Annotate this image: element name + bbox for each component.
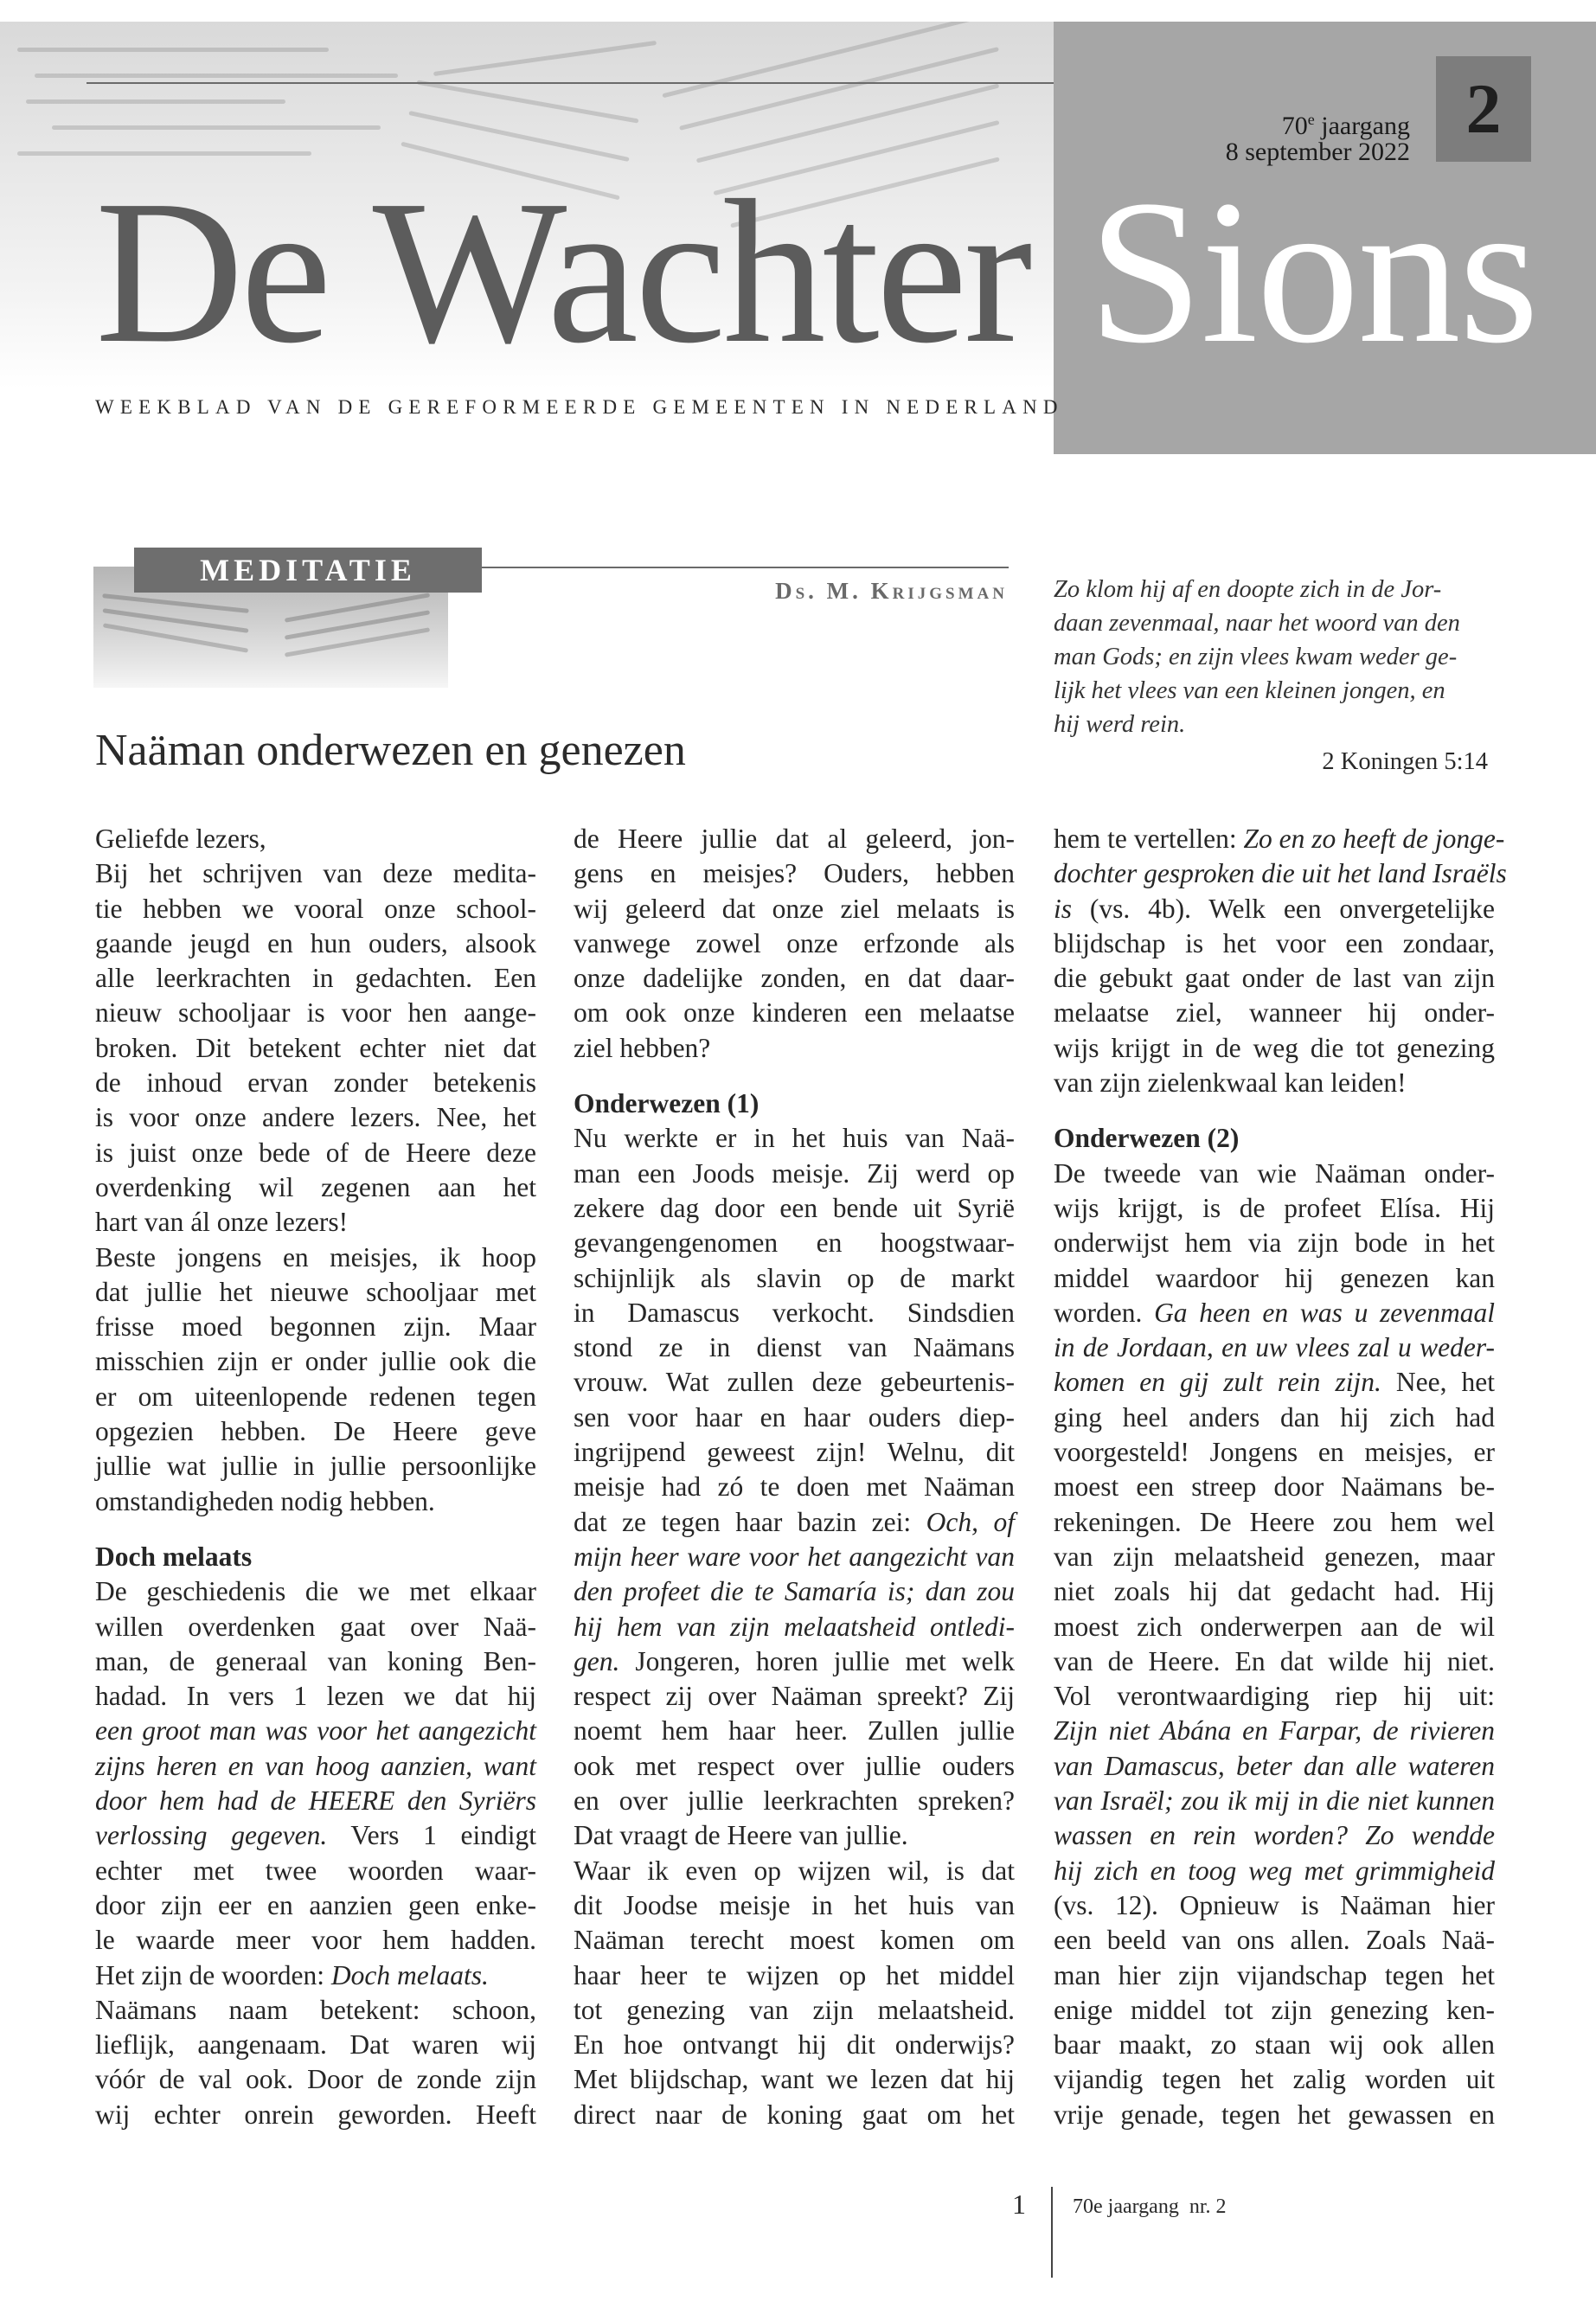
body-line: melaatse ziel, wanneer hij onder- [1054, 997, 1495, 1029]
body-line: schijnlijk als slavin op de markt [574, 1262, 1015, 1293]
quote-line: lijk het vlees van een kleinen jongen, en [1054, 677, 1445, 704]
article-column-2 [574, 822, 1015, 2132]
body-line: broken. Dit betekent echter niet dat [95, 1032, 536, 1063]
body-line: vrouw. Wat zullen deze gebeurtenis- [574, 1367, 1015, 1398]
body-line: De tweede van wie Naäman onder- [1054, 1157, 1495, 1189]
masthead-subtitle: WEEKBLAD VAN DE GEREFORMEERDE GEMEENTEN IN NEDERLAND [95, 396, 1064, 418]
body-line: blijdschap is het voor een zondaar, [1054, 927, 1495, 958]
body-line-mixed [574, 1644, 1015, 1679]
body-line-roman-part: Vers 1 eindigt [327, 1820, 537, 1851]
body-line: ziel hebben? [574, 1032, 711, 1063]
body-line: lieflijk, aangenaam. Dat waren wij [95, 2029, 536, 2061]
body-line-roman-part: (vs. 4b). Welk een onvergetelijke [1072, 893, 1495, 924]
body-line: vóór de val ook. Door de zonde zijn [95, 2064, 536, 2095]
body-line: Waar ik even op wijzen wil, is dat [574, 1855, 1015, 1886]
body-line: vijandig tegen het zalig worden uit [1054, 2064, 1495, 2095]
body-line: onderwijst hem via zijn bode in het [1054, 1227, 1495, 1259]
body-line: door hem had de HEERE den Syriërs [95, 1785, 536, 1817]
body-line: sen voor haar en haar ouders diep- [574, 1401, 1015, 1433]
body-line: Bij het schrijven van deze medita- [95, 858, 536, 889]
body-line-italic-part: gen. [574, 1645, 620, 1676]
body-line: baar maakt, zo staan wij ook allen [1054, 2029, 1495, 2061]
body-line-italic-part: Och, of [926, 1506, 1015, 1537]
volume-suffix: e [1307, 111, 1315, 128]
body-line: de inhoud ervan zonder betekenis [95, 1067, 536, 1099]
body-line: alle leerkrachten in gedachten. Een [95, 963, 536, 994]
body-line: echter met twee woorden waar- [95, 1855, 536, 1886]
body-line: nieuw schooljaar is voor hen aange- [95, 997, 536, 1029]
body-line: is voor onze andere lezers. Nee, het [95, 1102, 536, 1133]
body-line: vanwege zowel onze erfzonde als [574, 927, 1015, 958]
body-line: en over jullie leerkrachten spreken? [574, 1785, 1015, 1817]
body-line: De geschiedenis die we met elkaar [95, 1576, 536, 1607]
body-line: ook met respect over jullie ouders [574, 1750, 1015, 1781]
body-line: dochter gesproken die uit het land Israëls [1054, 858, 1507, 889]
body-line: respect zij over Naäman spreekt? Zij [574, 1681, 1015, 1712]
body-line: in Damascus verkocht. Sindsdien [574, 1297, 1015, 1328]
quote-line: Zo klom hij af en doopte zich in de Jor- [1054, 576, 1442, 603]
body-line: niet zoals hij dat gedacht had. Hij [1054, 1576, 1495, 1607]
masthead-top-rule [87, 82, 1054, 84]
subheading-onderwezen-2: Onderwezen (2) [1054, 1123, 1240, 1154]
subheading-onderwezen-1: Onderwezen (1) [574, 1088, 760, 1119]
footer-issue-label: 70e jaargang nr. 2 [1073, 2195, 1227, 2218]
body-line: tot genezing van zijn melaatsheid. [574, 1994, 1015, 2025]
body-line-mixed [1054, 892, 1495, 926]
article-title: Naäman onderwezen en genezen [95, 726, 686, 775]
body-line-mixed [1054, 822, 1505, 856]
body-line: hij hem van zijn melaatsheid ontledi- [574, 1611, 1015, 1642]
body-line: le waarde meer voor hem hadden. [95, 1925, 536, 1956]
body-line: voorgesteld! Jongens en meisjes, er [1054, 1437, 1495, 1468]
body-line: hij zich en toog weg met grimmigheid [1054, 1855, 1495, 1886]
body-line: haar heer te wijzen op het middel [574, 1959, 1015, 1990]
volume-number: 70 [1281, 112, 1308, 140]
body-line: willen overdenken gaat over Naä- [95, 1611, 536, 1642]
body-line-mixed [574, 1505, 1015, 1540]
body-line: om ook onze kinderen een melaatse [574, 997, 1015, 1029]
masthead-title-part1: De Wachter [95, 158, 1029, 386]
body-line: van de Heere. En dat wilde hij niet. [1054, 1645, 1495, 1676]
body-line: frisse moed begonnen zijn. Maar [95, 1311, 536, 1343]
body-line-mixed [1054, 1296, 1495, 1330]
body-line: omstandigheden nodig hebben. [95, 1485, 435, 1516]
quote-line: man Gods; en zijn vlees kwam weder ge- [1054, 644, 1458, 670]
body-line: zekere dag door een bende uit Syrië [574, 1192, 1015, 1223]
body-line: van zijn melaatsheid genezen, maar [1054, 1541, 1495, 1572]
body-line: ging heel anders dan hij zich had [1054, 1401, 1495, 1433]
body-line: Naäman terecht moest komen om [574, 1925, 1015, 1956]
issue-number-box: 2 [1436, 56, 1531, 162]
body-line: Beste jongens en meisjes, ik hoop [95, 1241, 536, 1272]
body-line-italic-part: is [1054, 893, 1073, 924]
footer-divider [1051, 2187, 1053, 2278]
body-line: den profeet die te Samaría is; dan zou [574, 1576, 1015, 1607]
body-line: stond ze in dienst van Naämans [574, 1332, 1015, 1363]
body-line: misschien zijn er onder jullie ook die [95, 1346, 536, 1377]
body-line: een beeld van ons allen. Zoals Naä- [1054, 1925, 1495, 1956]
body-line: rekeningen. De Heere zou hem wel [1054, 1506, 1495, 1537]
body-line: man, de generaal van koning Ben- [95, 1645, 536, 1676]
body-line: de Heere jullie dat al geleerd, jon- [574, 824, 1015, 854]
quote-line: daan zevenmaal, naar het woord van den [1054, 610, 1460, 637]
scripture-reference: 2 Koningen 5:14 [1322, 748, 1488, 775]
body-line: vrije genade, tegen het gewassen en [1054, 2099, 1495, 2130]
body-line: Vol verontwaardiging riep hij uit: [1054, 1681, 1495, 1712]
meditatie-rule [448, 567, 1009, 568]
body-line: Zijn niet Abána en Farpar, de rivieren [1054, 1715, 1495, 1747]
body-line: in de Jordaan, en uw vlees zal u weder- [1054, 1332, 1495, 1363]
section-label: MEDITATIE [134, 548, 482, 593]
body-line-italic-part: Ga heen en was u zevenmaal [1154, 1297, 1495, 1328]
body-line: van Damascus, beter dan alle wateren [1054, 1750, 1495, 1781]
body-line-italic-part: Doch melaats. [330, 1959, 489, 1990]
body-line: ingrijpend geweest zijn! Welnu, dit [574, 1437, 1015, 1468]
body-line: wassen en rein worden? Zo wendde [1054, 1820, 1495, 1851]
body-line-italic-part: verlossing gegeven. [95, 1820, 328, 1851]
body-line: van Israël; zou ik mij in die niet kunnen [1054, 1785, 1495, 1817]
body-line: mijn heer ware voor het aangezicht van [574, 1541, 1015, 1572]
body-line: (vs. 12). Opnieuw is Naäman hier [1054, 1889, 1495, 1920]
body-line-mixed [95, 1818, 536, 1853]
body-line-mixed [1054, 1365, 1495, 1400]
body-line: Met blijdschap, want we lezen dat hij [574, 2064, 1015, 2095]
body-line: tie hebben we vooral onze school- [95, 893, 536, 924]
body-line: wij echter onrein geworden. Heeft [95, 2099, 536, 2130]
body-line-roman-part: hem te vertellen: [1054, 824, 1244, 854]
body-line: opgezien hebben. De Heere geve [95, 1416, 536, 1447]
body-line: gevangengenomen en hoogstwaar- [574, 1227, 1015, 1259]
body-line-roman-part: Het zijn de woorden: [95, 1959, 331, 1990]
body-line: dat jullie het nieuwe schooljaar met [95, 1276, 536, 1307]
body-line-roman-part: dat ze tegen haar bazin zei: [574, 1506, 926, 1537]
body-line: middel waardoor hij genezen kan [1054, 1262, 1495, 1293]
body-line: hart van ál onze lezers! [95, 1207, 349, 1238]
body-line-roman-part: worden. [1054, 1297, 1155, 1328]
body-line-italic-part: Zo en zo heeft de jonge- [1243, 824, 1505, 854]
body-line: En hoe ontvangt hij dit onderwijs? [574, 2029, 1015, 2061]
body-line-roman-part: Nee, het [1381, 1367, 1495, 1398]
body-line: die gebukt gaat onder de last van zijn [1054, 963, 1495, 994]
issue-date: 8 september 2022 [1225, 138, 1410, 166]
body-line: van zijn zielenkwaal kan leiden! [1054, 1067, 1407, 1099]
body-line: Naämans naam betekent: schoon, [95, 1994, 536, 2025]
body-line: moest zich onderwerpen aan de wil [1054, 1611, 1495, 1642]
body-line: Geliefde lezers, [95, 824, 266, 854]
author-byline: Ds. M. Krijgsman [775, 578, 1008, 604]
scripture-quote [1054, 573, 1486, 741]
body-line: Dat vraagt de Heere van jullie. [574, 1820, 908, 1851]
body-line: man hier zijn vijandschap tegen het [1054, 1959, 1495, 1990]
body-line: Nu werkte er in het huis van Naä- [574, 1123, 1015, 1154]
body-line: enige middel tot zijn genezing ken- [1054, 1994, 1495, 2025]
body-line: man een Joods meisje. Zij werd op [574, 1157, 1015, 1189]
article-column-3 [1054, 822, 1507, 2132]
body-line: zijns heren en van hoog aanzien, want [95, 1750, 536, 1781]
body-line: meisje had zó te doen met Naäman [574, 1471, 1015, 1503]
body-line: dit Joodse meisje in het huis van [574, 1889, 1015, 1920]
body-line: hadad. In vers 1 lezen we dat hij [95, 1681, 536, 1712]
subheading-doch-melaats: Doch melaats [95, 1541, 253, 1572]
volume-word: jaargang [1314, 112, 1410, 140]
body-line: wijs krijgt, is de profeet Elísa. Hij [1054, 1192, 1495, 1223]
quote-line: hij werd rein. [1054, 711, 1186, 738]
body-line: door zijn eer en aanzien geen enke- [95, 1889, 536, 1920]
body-line: noemt hem haar heer. Zullen jullie [574, 1715, 1015, 1747]
body-line: er om uiteenlopende redenen tegen [95, 1381, 536, 1412]
body-line: jullie wat jullie in jullie persoonlijke [95, 1451, 536, 1482]
body-line: gaande jeugd en hun ouders, alsook [95, 927, 536, 958]
body-line: wijs krijgt in de weg die tot genezing [1054, 1032, 1495, 1063]
page-number: 1 [1012, 2189, 1026, 2220]
body-line-mixed [95, 1958, 536, 1993]
body-line: moest een streep door Naämans be- [1054, 1471, 1495, 1503]
body-line: is juist onze bede of de Heere deze [95, 1137, 536, 1168]
body-line: gens en meisjes? Ouders, hebben [574, 858, 1015, 889]
body-line-italic-part: komen en gij zult rein zijn. [1054, 1367, 1381, 1398]
body-line-roman-part: Jongeren, horen jullie met welk [619, 1645, 1015, 1676]
masthead-title-part2: Sions [1088, 158, 1538, 386]
article-column-1 [95, 822, 536, 2132]
body-line: onze dadelijke zonden, en dat daar- [574, 963, 1015, 994]
body-line: een groot man was voor het aangezicht [95, 1715, 536, 1747]
body-line: direct naar de koning gaat om het [574, 2099, 1015, 2130]
body-line: wij geleerd dat onze ziel melaats is [574, 893, 1015, 924]
body-line: overdenking wil zegenen aan het [95, 1171, 536, 1202]
